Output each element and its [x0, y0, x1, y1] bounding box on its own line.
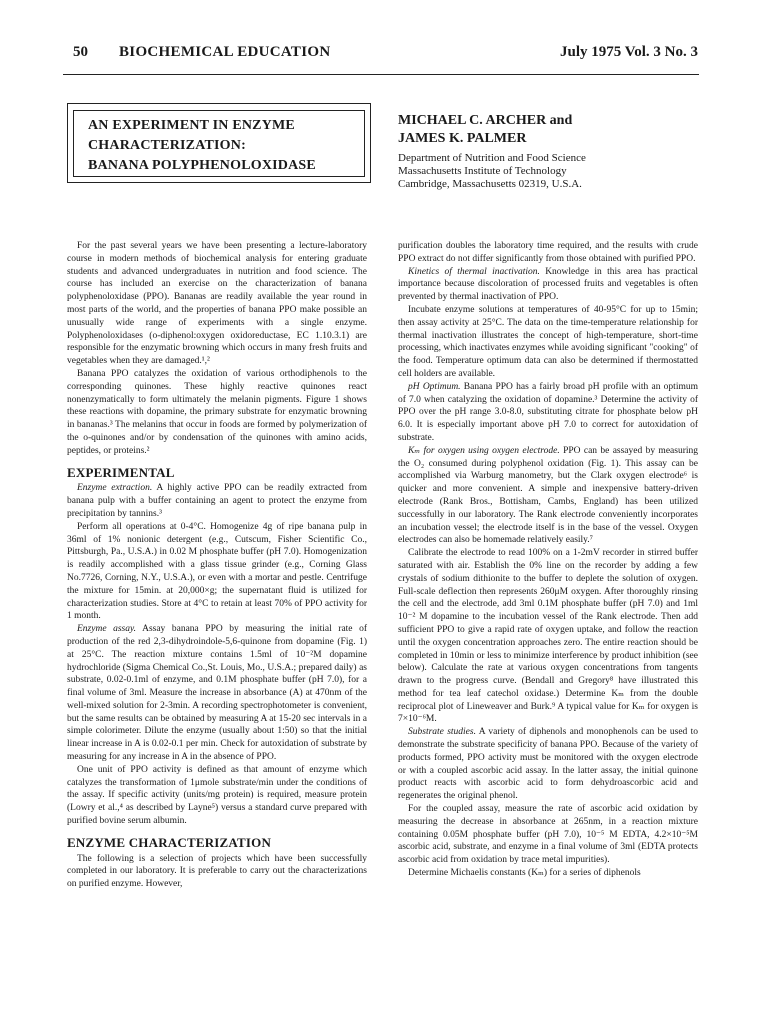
author-line-1: MICHAEL C. ARCHER and — [398, 113, 573, 128]
substrate-text: A variety of diphenols and monophenols can be used to demonstrate the substrate specificity of banana PPO. Because of the variety of products formed, PPO activity must be monitored with the oxygen electrode or with a coupled ascorbic acid assay. In the latter assay, the initial quinone product reacts with ascorbic acid to form dehydroascorbic acid and regenerates the original phenol. — [398, 727, 698, 802]
title-box — [67, 103, 371, 183]
ph-optimum-text: Banana PPO has a fairly broad pH profile with an optimum of 7.0 when catalyzing the oxidation of dopamine.³ Determine the activity of PPO over the pH range 3.0-8.0, substituting citrate for phosphate below pH 6.0. It is especially important above pH 7.0 to correct for autoxidation of substrate. — [398, 381, 698, 443]
michaelis-paragraph: Determine Michaelis constants (Kₘ) for a series of diphenols — [408, 868, 641, 879]
enzyme-assay-run-in: Enzyme assay. — [77, 624, 137, 635]
characterization-heading: ENZYME CHARACTERIZATION — [67, 834, 272, 850]
author-line-2: JAMES K. PALMER — [398, 131, 527, 146]
coupled-assay-paragraph: For the coupled assay, measure the rate of ascorbic acid oxidation by measuring the decrease in absorbance at 265nm, in a reaction mixture containing 0.05M phosphate buffer (pH 7.0), 10⁻⁵ M EDTA, 4.2×10⁻⁵M ascorbic acid, substrate, and enzyme in a final volume of 3ml (EDTA protects ascorbic acid from oxidation by trace metal impurities). — [398, 804, 698, 866]
experimental-heading: EXPERIMENTAL — [67, 464, 175, 480]
running-header — [73, 44, 698, 64]
affiliation-address: Cambridge, Massachusetts 02319, U.S.A. — [398, 178, 582, 190]
ph-optimum-paragraph — [398, 381, 698, 445]
km-oxygen-paragraph — [398, 445, 698, 547]
enzyme-extraction-paragraph — [67, 482, 367, 520]
intro-paragraph-2: Banana PPO catalyzes the oxidation of various orthodiphenols to the corresponding quinones. These highly reactive quinones react nonenzymatically to form ultimately the melanin pigments. Figure 1 shows these reactions with dopamine, the primary substrate for enzymatic browning in bananas.³ The melanins that occur in foods are formed by polymerization of the o-quinones and/or by condensation of the quinones with amino acids, peptides, or proteins.² — [67, 368, 367, 456]
kinetics-paragraph — [398, 266, 698, 304]
title-line-2: CHARACTERIZATION: — [88, 138, 246, 153]
enzyme-assay-text: Assay banana PPO by measuring the initial rate of production of the red 2,3-dihydroindole-5,6-quinone from dopamine (Fig. 1) at 25°C. The reaction mixture contains 1.5ml of 10⁻²M dopamine hydrochloride (Sigma Chemical Co.,St. Louis, Mo., U.S.A.; prepared daily) as substrate, 0.02-0.1ml of enzyme, and 0.1M phosphate buffer (pH 7.0), for a final volume of 3ml. Measure the increase in absorbance (A) at 470nm of the well-mixed solution for 2-3min. A recording spectrophotometer is convenient, but the same results can be obtained by measuring A at 15-20 sec intervals in a simple colorimeter. Dilute the enzyme (usually about 1:50) so that the initial linear increase in A is 0.02-0.1 per min. Check for autoxidation of substrate by measuring for any increase in A in the absence of PPO. — [67, 624, 367, 763]
operations-paragraph: Perform all operations at 0-4°C. Homogenize 4g of ripe banana pulp in 36ml of 1% nonionic detergent (e.g., Cutscum, Fisher Scientific Co., Pittsburgh, Pa., U.S.A.) in 0.02 M phosphate buffer (pH 7.0). Homogenization is readily accomplished with a glass tissue grinder (e.g., Corning Glass No.7726, Corning, N.Y., U.S.A.), or even with a mortar and pestle. Centrifuge the mixture for 15min. at 20,000×g; the supernatant fluid is utilized for characterization studies. Store at 4°C to retain at least 70% of PPO activity for 1 month. — [67, 521, 367, 622]
ph-optimum-run-in: pH Optimum. — [408, 381, 461, 392]
substrate-paragraph — [398, 726, 698, 803]
left-column — [67, 240, 367, 891]
calibrate-paragraph: Calibrate the electrode to read 100% on a 1-2mV recorder in stirred buffer saturated with air. Establish the 0% line on the recorder by adding a few crystals of sodium dithionite to the buffer to deplete the solution of oxygen. Full-scale deflection then represents 260μM oxygen. After thoroughly rinsing the cell and the electrode, add 3ml 0.1M phosphate buffer (pH 7.0) and 1ml 10⁻² M dopamine to the incubation vessel of the Rank electrode. Then add sufficient PPO to give a rapid rate of oxygen uptake, and follow the reaction until the oxygen concentration approaches zero. The entire reaction should be completed in 10min or less to minimize interference by product inhibition (see below). Calculate the rate at various oxygen concentrations from tangents drawn to the progress curve. (Bendall and Gregory⁸ have illustrated this method for tea leaf catechol oxidase.) Determine Kₘ from the double reciprocal plot of Lineweaver and Burk.⁹ A typical value for Kₘ for oxygen is 7×10⁻⁶M. — [398, 548, 698, 725]
substrate-run-in: Substrate studies. — [408, 727, 476, 738]
km-oxygen-run-in: Kₘ for oxygen using oxygen electrode. — [408, 445, 560, 456]
km-oxygen-text: PPO can be assayed by measuring the O₂ consumed during polyphenol oxidation (Fig. 1). This assay can be accomplished via Warburg manometry, but the Clark oxygen electrode⁶ is quicker and more convenient. A simple and inexpensive battery-driven electrode (Rank Bros., Bottisham, Cambs, England) has been utilized successfully in our laboratory. The Rank electrode conveniently incorporates an incubation vessel; the electrode itself is in the base of the vessel. Oxygen electrodes can also be homemade relatively easily.⁷ — [398, 445, 698, 546]
intro-paragraph-1: For the past several years we have been presenting a lecture-laboratory course in modern methods of biochemical analysis for entering graduate students and advanced undergraduates in nutrition and food science. The course has included an exercise on the characterization of banana polyphenoloxidase (PPO). Bananas are readily available the year round in most parts of the world, and the properties of banana PPO make possible an unusually wide range of experiments with a single enzyme. Polyphenoloxidases (o-diphenol:oxygen oxidoreductase, EC 1.10.3.1) are responsible for the enzymatic browning which occurs in many fresh fruits and vegetables when they are damaged.¹,² — [67, 241, 367, 367]
kinetics-text: Knowledge in this area has practical importance because discoloration of processed fruits and vegetables is often prevented by thermal inactivation of PPO. — [398, 266, 698, 303]
right-column — [398, 240, 698, 880]
enzyme-extraction-run-in: Enzyme extraction. — [77, 483, 153, 494]
unit-definition-paragraph: One unit of PPO activity is defined as that amount of enzyme which catalyzes the transformation of 1μmole substrate/min under the conditions of the assay. If specific activity (units/mg protein) is required, measure protein (Lowry et al.,⁴ as described by Layne⁵) versus a standard curve prepared with purified bovine serum albumin. — [67, 764, 367, 827]
purification-paragraph: purification doubles the laboratory time required, and the results with crude PPO extract do not differ significantly from those obtained with purified PPO. — [398, 241, 698, 264]
title-line-1: AN EXPERIMENT IN ENZYME — [88, 118, 295, 133]
title-line-3: BANANA POLYPHENOLOXIDASE — [88, 158, 316, 173]
issue-info: July 1975 Vol. 3 No. 3 — [560, 44, 698, 60]
characterization-paragraph: The following is a selection of projects which have been successfully completed in our laboratory. It is preferable to carry out the characterizations on purified enzyme. However, — [67, 853, 367, 890]
author-block — [398, 112, 698, 191]
incubate-paragraph: Incubate enzyme solutions at temperatures of 40-95°C for up to 15min; then assay activity at 25°C. The data on the time-temperature relationship for thermal inactivation illustrates the concept of high-temperature, short-time processing, which inactivates enzymes while avoiding significant "cooking" of the food. Temperature optimum data can also be determined if thermostatted cell holders are available. — [398, 304, 698, 379]
header-rule — [63, 74, 699, 75]
title-box-inner — [73, 110, 365, 177]
journal-name: BIOCHEMICAL EDUCATION — [119, 44, 331, 60]
enzyme-extraction-text: A highly active PPO can be readily extracted from banana pulp with a buffer containing an agent to protect the enzyme from precipitation by tannins.³ — [67, 483, 368, 519]
enzyme-assay-paragraph — [67, 623, 367, 764]
page-number: 50 — [73, 44, 88, 60]
kinetics-run-in: Kinetics of thermal inactivation. — [408, 266, 540, 277]
affiliation-department: Department of Nutrition and Food Science — [398, 152, 586, 164]
affiliation-institute: Massachusetts Institute of Technology — [398, 165, 567, 177]
